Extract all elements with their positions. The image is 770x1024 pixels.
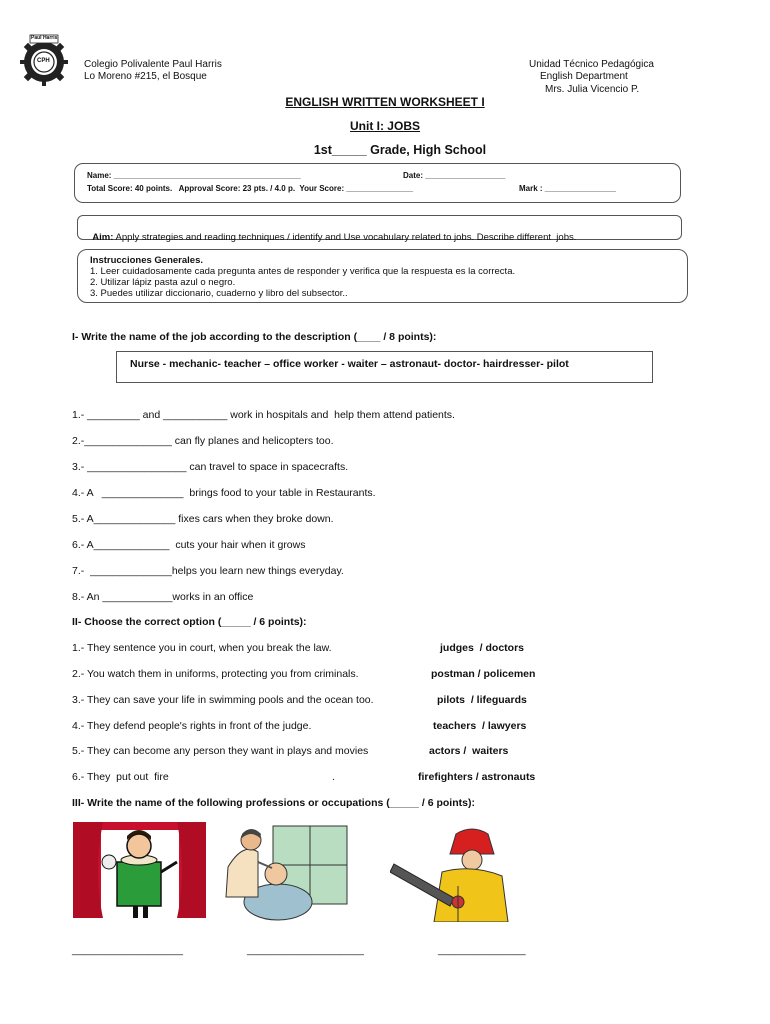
section1-question[interactable]: 2.-_______________ can fly planes and helicopters too. [72,435,334,447]
instruction-item: 2. Utilizar lápiz pasta azul o negro. [90,277,236,288]
mark-field[interactable]: Mark : ________________ [519,184,616,193]
english-department: English Department [540,71,628,82]
instructions-title: Instrucciones Generales. [90,255,203,266]
name-field[interactable]: Name: __________________________________________ [87,171,301,180]
section2-options[interactable]: judges / doctors [440,642,525,654]
aim-text [87,221,576,243]
section1-question[interactable]: 3.- _________________ can travel to space in spacecrafts. [72,461,349,473]
answer-line[interactable]: ____________________ [247,944,364,956]
section1-question[interactable]: 1.- _________ and ___________ work in hospitals and help them attend patients. [72,409,455,421]
section2-options[interactable]: pilots / lifeguards [437,694,527,706]
section2-question: 5.- They can become any person they want in plays and movies [72,745,369,757]
section1-question[interactable]: 5.- A______________ fixes cars when they broke down. [72,513,334,525]
school-logo [18,34,70,86]
section2-question: 6.- They put out fire . [72,771,335,783]
grade-title: 1st_____ Grade, High School [313,143,487,157]
unit-department: Unidad Técnico Pedagógica [529,59,654,70]
firefighter-image [390,826,520,922]
score-field: Total Score: 40 points. Approval Score: 23 pts. / 4.0 p. Your Score: _______________ [87,184,414,193]
instruction-item: 1. Leer cuidadosamente cada pregunta antes de responder y verifica que la respuesta es la correcta. [90,266,516,277]
section2-question: 4.- They defend people's rights in front of the judge. [72,720,312,732]
hairdresser-image [218,822,350,922]
worksheet-title: ENGLISH WRITTEN WORKSHEET I [285,95,485,109]
instruction-item: 3. Puedes utilizar diccionario, cuaderno y libro del subsector.. [90,288,348,299]
answer-line[interactable]: ___________________ [72,944,183,956]
section2-options[interactable]: postman / policemen [431,668,536,680]
section1-question[interactable]: 4.- A ______________ brings food to your table in Restaurants. [72,487,376,499]
logo-center: CPH [37,58,50,64]
word-bank: Nurse - mechanic- teacher – office worker - waiter – astronaut- doctor- hairdresser- pilot [130,358,569,370]
section1-question[interactable]: 6.- A_____________ cuts your hair when it grows [72,539,306,551]
section1-title: I- Write the name of the job according to the description (____ / 8 points): [72,331,437,343]
aim-content: Apply strategies and reading techniques / identify and Use vocabulary related to jobs. Describe different jobs. [113,232,577,243]
section2-title: II- Choose the correct option (_____ / 6 points): [72,616,307,628]
logo-text: Paul Harris [31,35,58,41]
section2-question: 1.- They sentence you in court, when you break the law. [72,642,332,654]
section1-question[interactable]: 8.- An ____________works in an office [72,591,254,603]
aim-label: Aim: [92,232,114,243]
section2-options[interactable]: teachers / lawyers [433,720,527,732]
unit-title: Unit I: JOBS [349,119,420,133]
school-address: Lo Moreno #215, el Bosque [84,71,207,82]
school-name: Colegio Polivalente Paul Harris [84,59,222,70]
section2-options[interactable]: firefighters / astronauts [418,771,536,783]
date-field[interactable]: Date: __________________ [403,171,506,180]
section1-question[interactable]: 7.- ______________helps you learn new things everyday. [72,565,344,577]
student-info-box [74,163,681,203]
section2-question: 2.- You watch them in uniforms, protecting you from criminals. [72,668,359,680]
answer-line[interactable]: _______________ [438,944,526,956]
teacher-name: Mrs. Julia Vicencio P. [545,84,640,95]
section3-title: III- Write the name of the following professions or occupations (_____ / 6 points): [72,797,475,809]
section2-options[interactable]: actors / waiters [429,745,509,757]
actor-image [73,822,206,918]
section2-question: 3.- They can save your life in swimming pools and the ocean too. [72,694,374,706]
